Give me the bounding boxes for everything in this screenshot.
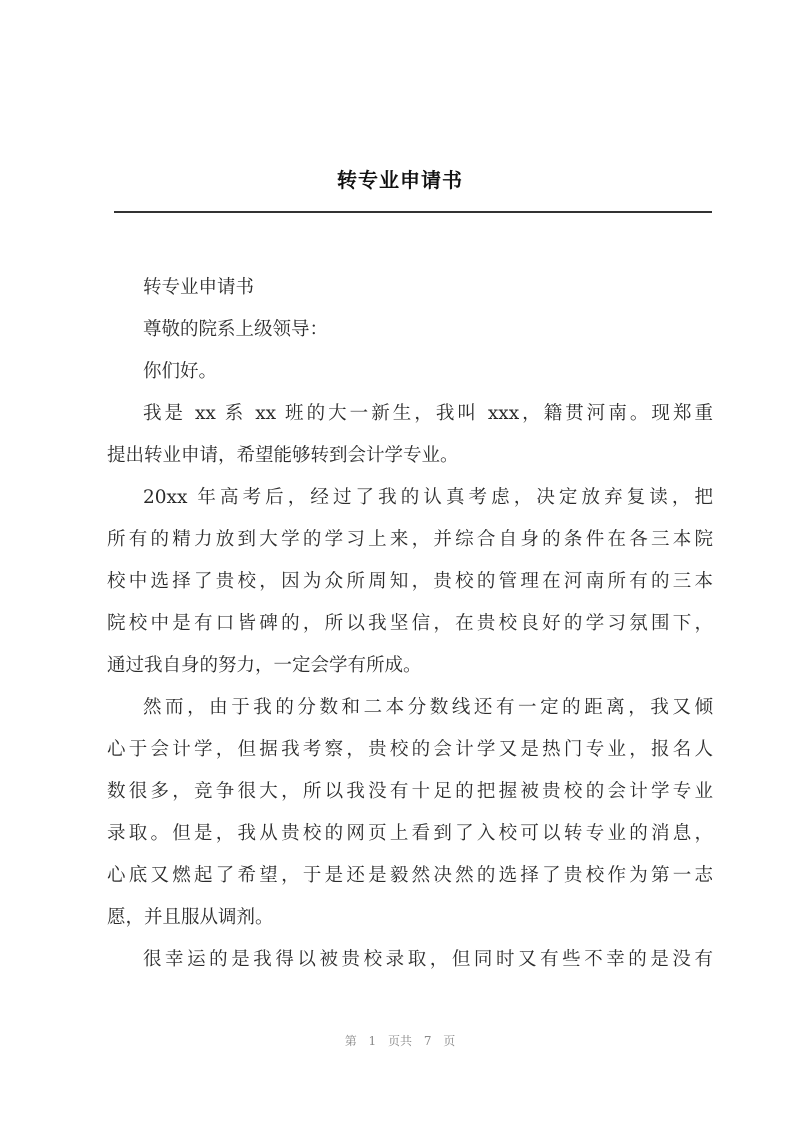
title-divider xyxy=(114,211,712,213)
text-line: 你们好。 xyxy=(143,361,218,382)
text-line: 20xx 年高考后，经过了我的认真考虑，决定放弃复读，把 xyxy=(143,487,713,508)
text-line: 愿，并且服从调剂。 xyxy=(107,907,274,928)
text-line: 转专业申请书 xyxy=(143,277,255,298)
text-line: 尊敬的院系上级领导： xyxy=(143,319,329,340)
text-line: 心于会计学，但据我考察，贵校的会计学又是热门专业，报名人 xyxy=(107,739,713,760)
text-line: 通过我自身的努力，一定会学有所成。 xyxy=(107,655,422,676)
text-line: 校中选择了贵校，因为众所周知，贵校的管理在河南所有的三本 xyxy=(107,571,713,592)
text-line: 数很多，竞争很大，所以我没有十足的把握被贵校的会计学专业 xyxy=(107,781,713,802)
page-footer: 第 1 页共 7 页 xyxy=(344,1034,456,1048)
text-line: 然而，由于我的分数和二本分数线还有一定的距离，我又倾 xyxy=(143,697,713,718)
text-line: 所有的精力放到大学的学习上来，并综合自身的条件在各三本院 xyxy=(107,529,713,550)
document-body xyxy=(107,267,713,981)
text-line: 院校中是有口皆碑的，所以我坚信，在贵校良好的学习氛围下， xyxy=(107,613,713,634)
text-line: 我是 xx 系 xx 班的大一新生，我叫 xxx，籍贯河南。现郑重 xyxy=(143,403,713,424)
text-line: 心底又燃起了希望，于是还是毅然决然的选择了贵校作为第一志 xyxy=(107,865,713,886)
text-line: 很幸运的是我得以被贵校录取，但同时又有些不幸的是没有 xyxy=(143,949,713,970)
text-line: 录取。但是，我从贵校的网页上看到了入校可以转专业的消息， xyxy=(107,823,713,844)
text-line: 提出转业申请，希望能够转到会计学专业。 xyxy=(107,445,459,466)
document-title: 转专业申请书 xyxy=(337,168,463,192)
